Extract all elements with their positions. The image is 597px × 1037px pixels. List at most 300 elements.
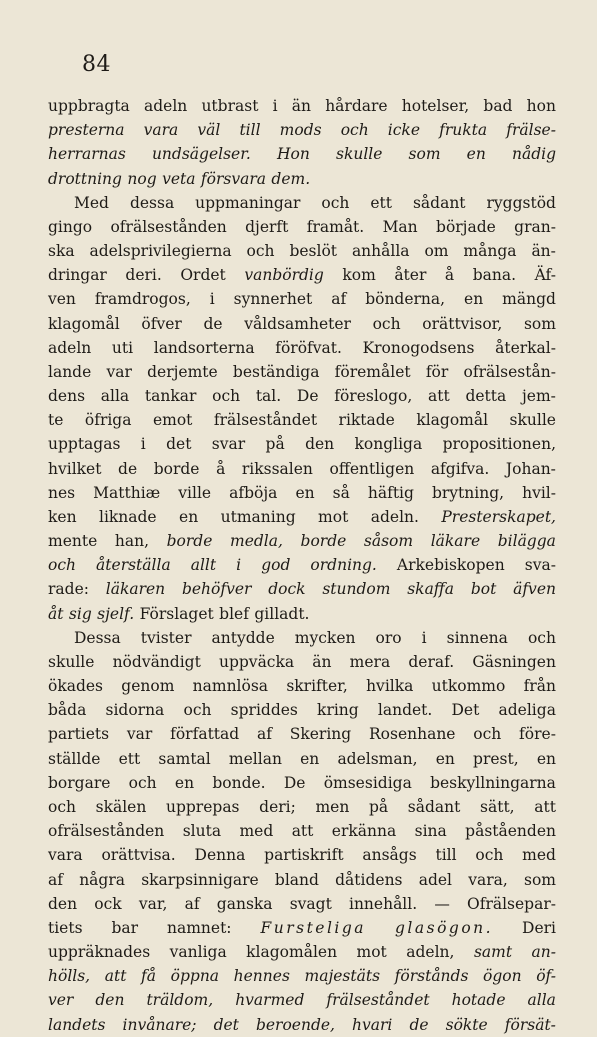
word: god xyxy=(261,556,291,575)
word: adelsprivilegierna xyxy=(89,242,232,261)
word: dock xyxy=(268,580,306,599)
word: bilägga xyxy=(497,532,556,551)
word: partiets xyxy=(48,725,110,744)
word: om xyxy=(424,242,449,261)
word: öfver xyxy=(141,314,182,333)
text-line xyxy=(48,795,556,819)
word: sätt, xyxy=(480,797,515,816)
word: kom xyxy=(342,266,376,285)
word: blef xyxy=(219,604,249,623)
word: orättvisa. xyxy=(101,846,176,865)
word: sig xyxy=(68,604,92,623)
word: hvari xyxy=(352,1015,393,1034)
word: bönderna, xyxy=(365,290,446,309)
text-line xyxy=(48,481,556,505)
word: och xyxy=(527,628,556,647)
word: Det xyxy=(451,701,480,720)
word: Arkebiskopen xyxy=(396,556,505,575)
word: många xyxy=(463,242,517,261)
word: få xyxy=(141,967,157,986)
word: i xyxy=(209,290,215,309)
text-line xyxy=(48,287,556,311)
word: Kronogodsens xyxy=(362,338,475,357)
text-line xyxy=(48,191,556,215)
word: förstånds xyxy=(394,967,469,986)
word: ganska xyxy=(216,894,273,913)
word: och xyxy=(475,846,504,865)
word: rikssalen xyxy=(241,459,313,478)
word: än xyxy=(312,652,332,671)
word: mot xyxy=(356,943,387,962)
word: landets xyxy=(48,1015,106,1034)
word: sina xyxy=(414,822,447,841)
text-line xyxy=(48,553,556,577)
word: våldsamheter xyxy=(244,314,351,333)
word: ställde xyxy=(48,749,101,768)
word: tiets xyxy=(48,918,83,937)
word: i xyxy=(421,628,427,647)
text-line xyxy=(48,747,556,771)
text-line xyxy=(48,215,556,239)
word: att xyxy=(291,822,314,841)
word: öppna xyxy=(170,967,220,986)
word: sidorna xyxy=(105,701,165,720)
word: från xyxy=(523,677,556,696)
body-text xyxy=(48,94,556,1037)
word: han, xyxy=(114,532,150,551)
word: drottning xyxy=(48,169,122,188)
word: Denna xyxy=(194,846,246,865)
word: Dessa xyxy=(74,628,121,647)
word: deraf. xyxy=(408,652,455,671)
word: Skering xyxy=(289,725,352,744)
word: hennes xyxy=(233,967,290,986)
word: på xyxy=(265,435,285,454)
word: prest, xyxy=(473,749,519,768)
word: frälse- xyxy=(506,121,556,140)
word: de xyxy=(409,1015,429,1034)
word: bar xyxy=(111,918,139,937)
word: borde xyxy=(166,532,213,551)
word: Gäsningen xyxy=(472,652,556,671)
word: adeln. xyxy=(370,507,419,526)
text-line xyxy=(48,892,556,916)
word: borde xyxy=(153,459,200,478)
word: utkommo xyxy=(431,677,506,696)
word: tvister xyxy=(140,628,192,647)
word: borgare xyxy=(48,773,111,792)
word: majestäts xyxy=(304,967,381,986)
word: hölls, xyxy=(48,967,91,986)
text-line xyxy=(48,384,556,408)
word: antydde xyxy=(211,628,275,647)
word: å xyxy=(216,459,226,478)
word: dessa xyxy=(129,193,175,212)
word: Rosenhane xyxy=(368,725,456,744)
word: af xyxy=(331,290,347,309)
word: till xyxy=(435,846,457,865)
word: i xyxy=(236,556,242,575)
word: jem- xyxy=(521,387,556,406)
word: adeliga xyxy=(498,701,556,720)
word: frälseståndet xyxy=(213,411,318,430)
word: en xyxy=(536,749,556,768)
word: spriddes xyxy=(230,701,298,720)
word: uppbragta xyxy=(48,97,130,115)
word: den xyxy=(305,435,335,454)
word: synnerhet xyxy=(233,290,313,309)
word: Förslaget xyxy=(139,604,214,623)
word: Presterskapet, xyxy=(441,507,556,526)
word: sökte xyxy=(445,1015,488,1034)
text-line xyxy=(48,916,556,940)
word: ofrälsestån- xyxy=(463,362,556,381)
word: framdrogos, xyxy=(94,290,191,309)
word: ville xyxy=(178,483,212,502)
text-line xyxy=(48,988,556,1012)
word: försvara xyxy=(200,169,266,188)
word: dringar xyxy=(48,266,107,285)
word: än xyxy=(291,97,311,115)
word: utbrast xyxy=(201,97,259,115)
word: dem. xyxy=(271,169,311,188)
word: hotade xyxy=(451,991,506,1010)
word: men xyxy=(315,797,350,816)
text-line xyxy=(48,432,556,456)
word: som xyxy=(524,870,556,889)
word: icke xyxy=(387,121,421,140)
text-line xyxy=(48,529,556,553)
word: mellan xyxy=(228,749,282,768)
word: bot xyxy=(470,580,497,599)
text-line xyxy=(48,167,556,191)
word: af xyxy=(256,725,272,744)
word: vanliga xyxy=(169,943,227,962)
text-line xyxy=(48,843,556,867)
word: afböja xyxy=(229,483,278,502)
text-line xyxy=(48,457,556,481)
word: gingo xyxy=(48,217,93,236)
word: skulle xyxy=(335,145,383,164)
word: sådant xyxy=(407,797,461,816)
word: och xyxy=(372,314,401,333)
word: i xyxy=(140,435,146,454)
word: och xyxy=(48,556,76,575)
word: och xyxy=(473,725,502,744)
word: påståenden xyxy=(465,822,556,841)
word: mods xyxy=(279,121,322,140)
word: ansågs xyxy=(362,846,417,865)
word: nes xyxy=(48,483,76,502)
word: Furstеliga xyxy=(260,918,367,937)
word: alla xyxy=(527,991,556,1010)
word: det xyxy=(166,435,192,454)
word: sådant xyxy=(412,193,466,212)
word: en xyxy=(295,483,315,502)
text-line xyxy=(48,94,556,118)
word: anhålla xyxy=(351,242,410,261)
word: läkaren xyxy=(105,580,166,599)
word: sluta xyxy=(182,822,222,841)
word: bonde. xyxy=(212,773,266,792)
word: upptagas xyxy=(48,435,121,454)
word: glasögon. xyxy=(395,918,494,937)
word: namnlösa xyxy=(192,677,269,696)
word: några xyxy=(79,870,125,889)
word: derjemte xyxy=(147,362,218,381)
word: och xyxy=(48,797,76,816)
word: en xyxy=(300,749,320,768)
word: Matthiæ xyxy=(93,483,161,502)
text-line xyxy=(48,964,556,988)
word: hon xyxy=(526,97,556,115)
word: ven xyxy=(48,290,76,309)
word: medla, xyxy=(230,532,283,551)
word: mot xyxy=(318,507,349,526)
text-line xyxy=(48,408,556,432)
text-line xyxy=(48,674,556,698)
word: riktade xyxy=(338,411,395,430)
word: skulle xyxy=(509,411,556,430)
text-line xyxy=(48,505,556,529)
word: utmaning xyxy=(220,507,296,526)
word: hårdare xyxy=(325,97,388,115)
word: återkal- xyxy=(495,338,556,357)
word: nödvändigt xyxy=(112,652,201,671)
text-line xyxy=(48,263,556,287)
word: rade: xyxy=(48,580,89,599)
word: kring xyxy=(317,701,359,720)
word: ett xyxy=(370,193,392,212)
word: skarpsinnigare xyxy=(141,870,259,889)
word: uppmaningar xyxy=(195,193,301,212)
text-line xyxy=(48,940,556,964)
word: sva- xyxy=(524,556,556,575)
word: nog xyxy=(127,169,157,188)
word: att xyxy=(104,967,127,986)
word: och xyxy=(340,121,369,140)
word: sjelf. xyxy=(97,604,135,623)
word: mente xyxy=(48,532,98,551)
word: gilladt. xyxy=(254,604,310,623)
word: dens xyxy=(48,387,86,406)
word: till xyxy=(239,121,261,140)
word: Hon xyxy=(277,145,310,164)
word: hvil- xyxy=(522,483,556,502)
word: deri; xyxy=(259,797,296,816)
word: ett xyxy=(118,749,141,768)
word: Johan- xyxy=(505,459,556,478)
word: lande xyxy=(48,362,92,381)
word: och xyxy=(246,242,275,261)
word: sinnena xyxy=(446,628,508,647)
text-line xyxy=(48,819,556,843)
word: ökades xyxy=(48,677,104,696)
word: hvilket xyxy=(48,459,102,478)
word: båda xyxy=(48,701,87,720)
word: adelsman, xyxy=(337,749,418,768)
word: landet. xyxy=(377,701,433,720)
word: läkare xyxy=(430,532,481,551)
word: liknade xyxy=(98,507,157,526)
word: ögon xyxy=(483,967,522,986)
text-line xyxy=(48,312,556,336)
word: ryggstöd xyxy=(486,193,556,212)
word: framåt. xyxy=(306,217,365,236)
word: — xyxy=(434,894,450,913)
word: försät- xyxy=(504,1015,556,1034)
word: afgifva. xyxy=(430,459,490,478)
word: allt xyxy=(190,556,217,575)
word: invånare; xyxy=(122,1015,197,1034)
text-line xyxy=(48,771,556,795)
word: tal. xyxy=(255,387,282,406)
word: an- xyxy=(531,943,556,962)
word: att xyxy=(534,797,556,816)
word: te xyxy=(48,411,64,430)
word: föremålet xyxy=(334,362,411,381)
word: presterna xyxy=(48,121,125,140)
word: återställa xyxy=(96,556,171,575)
word: behöfver xyxy=(181,580,252,599)
word: en xyxy=(179,507,199,526)
word: veta xyxy=(162,169,196,188)
word: skaffa xyxy=(407,580,455,599)
word: af xyxy=(184,894,200,913)
word: åt xyxy=(48,604,64,623)
text-line xyxy=(48,239,556,263)
text-line xyxy=(48,868,556,892)
word: tankar xyxy=(144,387,197,406)
word: Äf- xyxy=(534,266,556,285)
text-line xyxy=(48,336,556,360)
word: var xyxy=(106,362,132,381)
word: de xyxy=(203,314,223,333)
word: Ofrälsepar- xyxy=(467,894,556,913)
word: och xyxy=(212,387,241,406)
word: hotelser, xyxy=(401,97,470,115)
word: detta xyxy=(465,387,507,406)
word: alla xyxy=(100,387,130,406)
word: med xyxy=(239,822,274,841)
word: började xyxy=(436,217,496,236)
word: adeln xyxy=(143,97,188,115)
word: så xyxy=(332,483,350,502)
word: genom xyxy=(121,677,175,696)
word: ock xyxy=(94,894,122,913)
word: innehåll. xyxy=(348,894,418,913)
word: emot xyxy=(152,411,193,430)
word: öfriga xyxy=(84,411,132,430)
word: De xyxy=(283,773,306,792)
word: vara xyxy=(48,846,83,865)
word: propositionen, xyxy=(442,435,556,454)
word: en xyxy=(464,290,484,309)
word: uppräknades xyxy=(48,943,151,962)
word: frälseståndet xyxy=(326,991,430,1010)
word: partiskrift xyxy=(264,846,344,865)
word: skrifter, xyxy=(286,677,348,696)
word: Ordet xyxy=(180,266,226,285)
word: bana. xyxy=(472,266,517,285)
word: föröfvat. xyxy=(275,338,342,357)
word: uti xyxy=(111,338,134,357)
text-line xyxy=(48,577,556,601)
word: vanbördig xyxy=(244,266,324,285)
word: ken xyxy=(48,507,77,526)
word: än- xyxy=(531,242,556,261)
word: den xyxy=(48,894,78,913)
word: ofrälsestånden xyxy=(48,822,165,841)
word: deri. xyxy=(125,266,162,285)
text-line xyxy=(48,602,556,626)
word: adeln xyxy=(48,338,92,357)
word: klagomål xyxy=(416,411,489,430)
word: hvarmed xyxy=(235,991,305,1010)
word: det xyxy=(213,1015,239,1034)
word: väl xyxy=(197,121,221,140)
word: ver xyxy=(48,991,74,1010)
text-line xyxy=(48,698,556,722)
text-line xyxy=(48,142,556,166)
word: stundom xyxy=(322,580,391,599)
word: äfven xyxy=(513,580,556,599)
word: ömsesidiga xyxy=(323,773,412,792)
word: föreslogo, xyxy=(334,387,413,406)
word: af xyxy=(48,870,63,889)
word: att xyxy=(428,387,450,406)
word: en xyxy=(174,773,195,792)
word: som xyxy=(523,314,556,333)
word: och xyxy=(321,193,350,212)
word: adeln, xyxy=(406,943,455,962)
word: var xyxy=(126,725,153,744)
word: mängd xyxy=(502,290,556,309)
word: hvilka xyxy=(366,677,414,696)
word: med xyxy=(522,846,556,865)
word: djerft xyxy=(245,217,289,236)
word: borde xyxy=(300,532,347,551)
text-line xyxy=(48,650,556,674)
word: var, xyxy=(138,894,168,913)
word: kongliga xyxy=(354,435,423,454)
word: mera xyxy=(349,652,391,671)
word: vara xyxy=(143,121,179,140)
word: och xyxy=(183,701,212,720)
word: för xyxy=(425,362,449,381)
word: häftig xyxy=(367,483,414,502)
word: klagomålen xyxy=(246,943,338,962)
word: beskyllningarna xyxy=(430,773,556,792)
word: samtal xyxy=(158,749,211,768)
word: en xyxy=(466,145,486,164)
word: mycken xyxy=(294,628,356,647)
word: ska xyxy=(48,242,75,261)
word: uppväcka xyxy=(218,652,295,671)
word: upprepas xyxy=(165,797,240,816)
word: träldom, xyxy=(146,991,214,1010)
word: adel xyxy=(418,870,453,889)
word: öf- xyxy=(536,967,556,986)
word: undsägelser. xyxy=(151,145,251,164)
word: som xyxy=(408,145,441,164)
word: dåtidens xyxy=(335,870,403,889)
word: bland xyxy=(274,870,319,889)
word: namnet: xyxy=(167,918,232,937)
word: såsom xyxy=(363,532,414,551)
word: före- xyxy=(519,725,556,744)
word: Man xyxy=(382,217,418,236)
